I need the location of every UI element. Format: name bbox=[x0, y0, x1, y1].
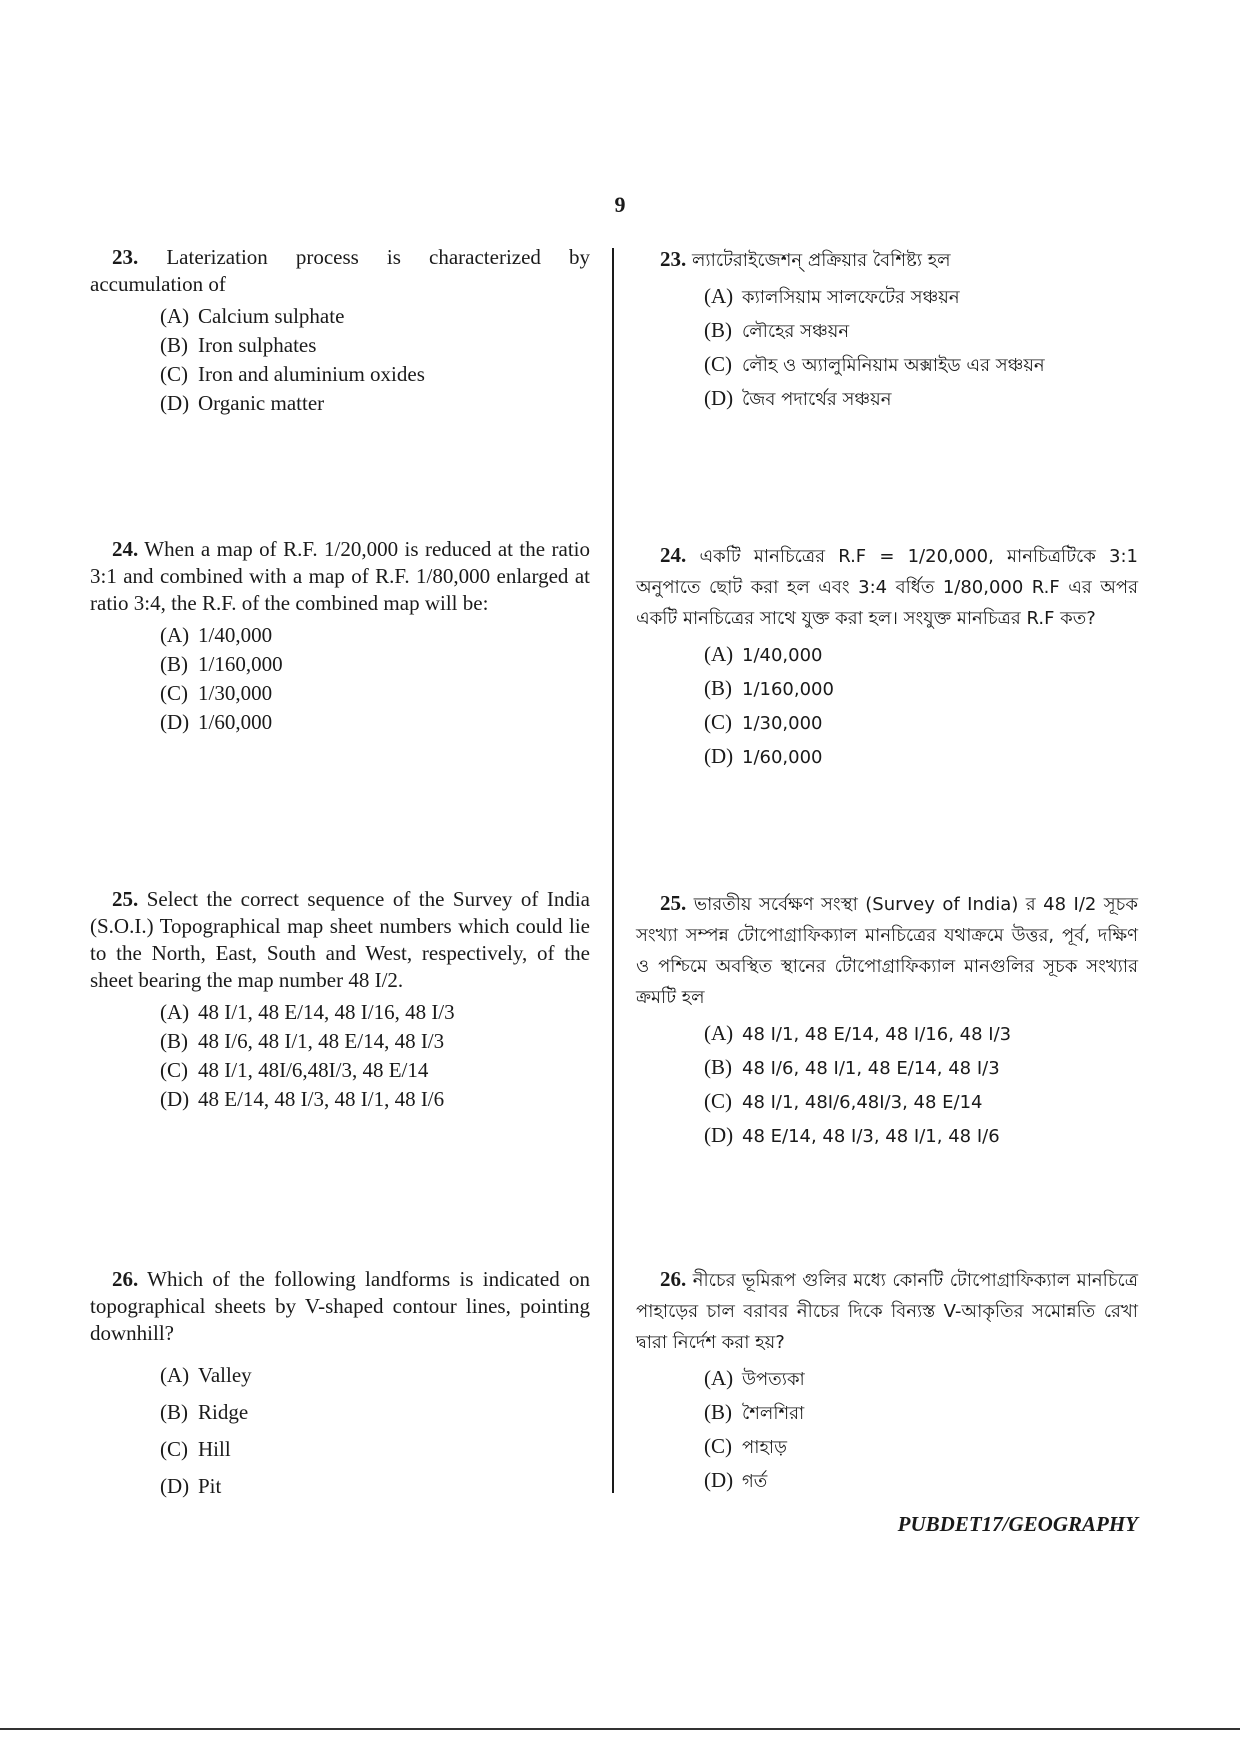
option-c: (C) 1/30,000 bbox=[704, 710, 823, 734]
option-a: (A) উপত্যকা bbox=[704, 1366, 805, 1390]
option-d: (D) 48 E/14, 48 I/3, 48 I/1, 48 I/6 bbox=[704, 1123, 1000, 1147]
option-d: (D) গর্ত bbox=[704, 1468, 768, 1492]
question-23-en bbox=[90, 244, 590, 418]
question-number: 23. bbox=[660, 247, 687, 271]
question-stem bbox=[636, 888, 1138, 1013]
question-stem bbox=[90, 536, 590, 617]
question-number: 25. bbox=[660, 891, 687, 915]
option-a: (A) 48 I/1, 48 E/14, 48 I/16, 48 I/3 bbox=[704, 1021, 1012, 1045]
option-d: (D) 1/60,000 bbox=[160, 710, 273, 734]
question-text: ল্যাটেরাইজেশন্ প্রক্রিয়ার বৈশিষ্ট্য হল bbox=[691, 250, 951, 271]
option-b: (B) শৈলশিরা bbox=[704, 1400, 805, 1424]
question-stem bbox=[636, 540, 1138, 634]
option-a: (A) 1/40,000 bbox=[160, 623, 273, 647]
question-text: Laterization process is characterized by accumulation of bbox=[90, 245, 590, 296]
option-b: (B) 48 I/6, 48 I/1, 48 E/14, 48 I/3 bbox=[704, 1055, 1000, 1079]
option-d: (D) 48 E/14, 48 I/3, 48 I/1, 48 I/6 bbox=[160, 1087, 445, 1111]
option-c: (C) 1/30,000 bbox=[160, 681, 273, 705]
option-b: (B) 1/160,000 bbox=[704, 676, 834, 700]
option-a: (A) 1/40,000 bbox=[704, 642, 823, 666]
option-c: (C) 48 I/1, 48I/6,48I/3, 48 E/14 bbox=[704, 1089, 983, 1113]
question-stem bbox=[90, 886, 590, 994]
question-23-bn bbox=[636, 244, 1138, 416]
question-stem bbox=[90, 1266, 590, 1347]
question-number: 26. bbox=[660, 1267, 687, 1291]
question-26-bn bbox=[636, 1264, 1138, 1498]
question-text: When a map of R.F. 1/20,000 is reduced at the ratio 3:1 and combined with a map of R.F. 1/80,000 enlarged at ratio 3:4, the R.F. of the combined map will be: bbox=[90, 537, 590, 615]
option-d: (D) 1/60,000 bbox=[704, 744, 823, 768]
option-d: (D) Pit bbox=[160, 1474, 222, 1498]
option-a: (A) Valley bbox=[160, 1363, 252, 1387]
question-text: Which of the following landforms is indicated on topographical sheets by V-shaped contour lines, pointing downhill? bbox=[90, 1267, 590, 1345]
option-b: (B) লৌহের সঞ্চয়ন bbox=[704, 318, 850, 342]
question-24-bn bbox=[636, 540, 1138, 774]
option-b: (B) 1/160,000 bbox=[160, 652, 283, 676]
option-c: (C) পাহাড় bbox=[704, 1434, 787, 1458]
question-text: নীচের ভূমিরূপ গুলির মধ্যে কোনটি টোপোগ্রাফিক্যাল মানচিত্রে পাহাড়ের চাল বরাবর নীচের দিকে বিন্যস্ত V-আকৃতির সমোন্নতি রেখা দ্বারা নির্দেশ করা হয়? bbox=[636, 1270, 1138, 1353]
question-number: 24. bbox=[112, 537, 139, 561]
option-c: (C) Hill bbox=[160, 1437, 231, 1461]
page-number: 9 bbox=[614, 192, 626, 217]
option-c: (C) Iron and aluminium oxides bbox=[160, 362, 425, 386]
option-a: (A) 48 I/1, 48 E/14, 48 I/16, 48 I/3 bbox=[160, 1000, 455, 1024]
question-25-en bbox=[90, 886, 590, 1114]
question-text: ভারতীয় সর্বেক্ষণ সংস্থা (Survey of India) র 48 I/2 সূচক সংখ্যা সম্পন্ন টোপোগ্রাফিক্যাল মানচিত্রের যথাক্রমে উত্তর, পূর্ব, দক্ষিণ ও পশ্চিমে অবস্থিত স্থানের টোপোগ্রাফিক্যাল মানগুলির সূচক সংখ্যার ক্রমটি হল bbox=[636, 894, 1138, 1008]
question-number: 25. bbox=[112, 887, 139, 911]
question-text: Select the correct sequence of the Survey of India (S.O.I.) Topographical map sheet numbers which could lie to the North, East, South and West, respectively, of the sheet bearing the map number 48 I/2. bbox=[90, 887, 590, 992]
option-d: (D) জৈব পদার্থের সঞ্চয়ন bbox=[704, 386, 892, 410]
option-c: (C) লৌহ ও অ্যালুমিনিয়াম অক্সাইড এর সঞ্চয়ন bbox=[704, 352, 1045, 376]
question-24-en bbox=[90, 536, 590, 737]
question-26-en bbox=[90, 1266, 590, 1505]
option-c: (C) 48 I/1, 48I/6,48I/3, 48 E/14 bbox=[160, 1058, 429, 1082]
option-b: (B) Iron sulphates bbox=[160, 333, 317, 357]
question-stem bbox=[90, 244, 590, 298]
question-number: 23. bbox=[112, 245, 139, 269]
question-number: 26. bbox=[112, 1267, 139, 1291]
question-number: 24. bbox=[660, 543, 687, 567]
option-b: (B) 48 I/6, 48 I/1, 48 E/14, 48 I/3 bbox=[160, 1029, 445, 1053]
option-d: (D) Organic matter bbox=[160, 391, 325, 415]
question-stem bbox=[636, 1264, 1138, 1358]
option-a: (A) Calcium sulphate bbox=[160, 304, 345, 328]
question-text: একটি মানচিত্রের R.F = 1/20,000, মানচিত্রটিকে 3:1 অনুপাতে ছোট করা হল এবং 3:4 বর্ধিত 1/80,000 R.F এর অপর একটি মানচিত্রের সাথে যুক্ত করা হল। সংযুক্ত মানচিত্রর R.F কত? bbox=[636, 546, 1138, 629]
option-a: (A) ক্যালসিয়াম সালফেটের সঞ্চয়ন bbox=[704, 284, 960, 308]
column-divider bbox=[612, 248, 614, 1493]
question-stem bbox=[636, 244, 1138, 276]
option-b: (B) Ridge bbox=[160, 1400, 249, 1424]
page-footer-code: PUBDET17/GEOGRAPHY bbox=[897, 1512, 1138, 1536]
question-25-bn bbox=[636, 888, 1138, 1153]
bottom-rule bbox=[0, 1728, 1240, 1730]
